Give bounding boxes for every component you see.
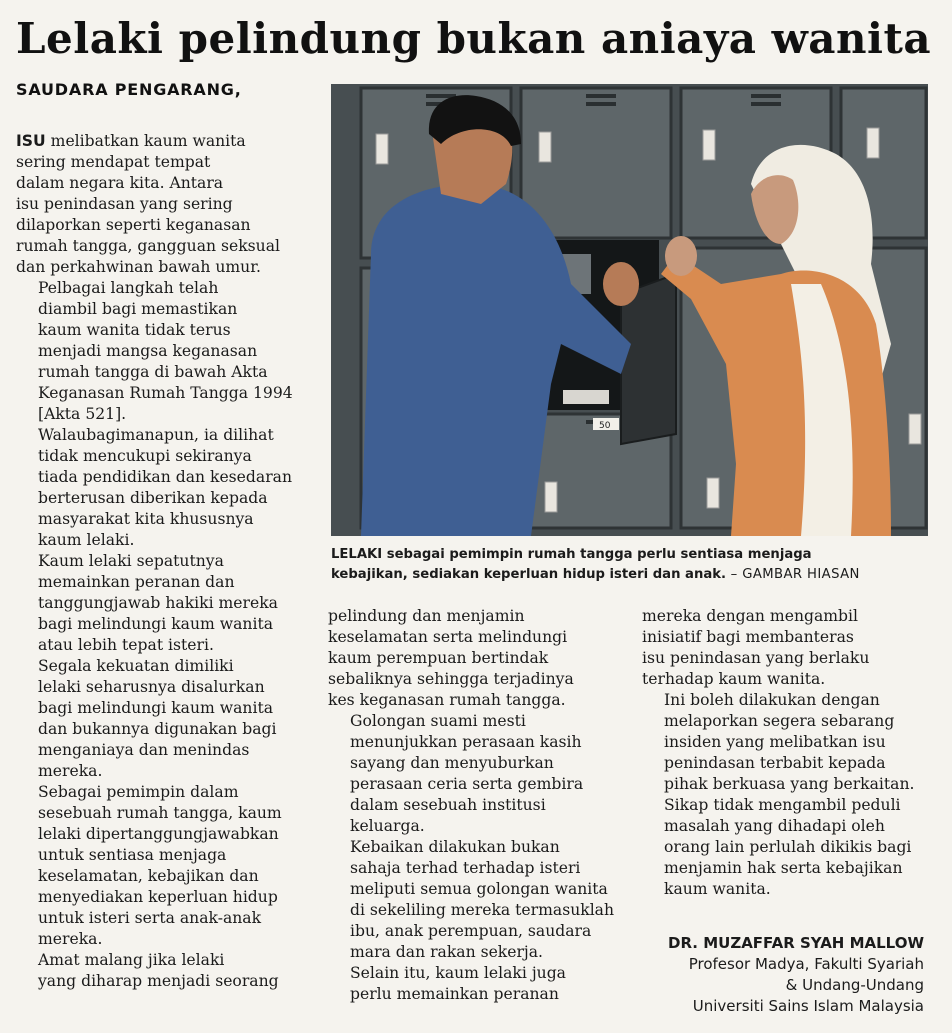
text-line: Golongan suami mesti bbox=[350, 712, 526, 730]
text-line: bagi melindungi kaum wanita bbox=[38, 615, 274, 633]
text-line: kaum wanita tidak terus bbox=[38, 321, 231, 339]
article-paragraph bbox=[642, 606, 942, 690]
text-line: kaum perempuan bertindak bbox=[328, 649, 549, 667]
text-line-rest: melibatkan kaum wanita bbox=[45, 132, 246, 150]
text-line: Keganasan Rumah Tangga 1994 bbox=[38, 384, 293, 402]
text-line: dalam negara kita. Antara bbox=[16, 174, 224, 192]
text-line: mereka. bbox=[38, 930, 103, 948]
headline: Lelaki pelindung bukan aniaya wanita bbox=[16, 14, 932, 63]
photo-caption bbox=[331, 545, 931, 585]
text-line: bagi melindungi kaum wanita bbox=[38, 699, 274, 717]
text-line: pelindung dan menjamin bbox=[328, 607, 525, 625]
text-line: Kaum lelaki sepatutnya bbox=[38, 552, 224, 570]
text-line bbox=[16, 131, 316, 152]
text-line: menjadi mangsa keganasan bbox=[38, 342, 258, 360]
article-paragraph bbox=[16, 782, 316, 950]
text-line: tiada pendidikan dan kesedaran bbox=[38, 468, 292, 486]
article-paragraph bbox=[16, 425, 316, 551]
text-line: untuk isteri serta anak-anak bbox=[38, 909, 262, 927]
text-line: ibu, anak perempuan, saudara bbox=[350, 922, 592, 940]
text-line: di sekeliling mereka termasuklah bbox=[350, 901, 615, 919]
article-column-3 bbox=[642, 606, 942, 900]
article-paragraph bbox=[328, 606, 633, 711]
text-line: rumah tangga di bawah Akta bbox=[38, 363, 268, 381]
text-line: menyediakan keperluan hidup bbox=[38, 888, 278, 906]
article-paragraph bbox=[328, 963, 633, 1005]
text-line: menganiaya dan menindas bbox=[38, 741, 250, 759]
text-line: Pelbagai langkah telah bbox=[38, 279, 219, 297]
text-line: sebaliknya sehingga terjadinya bbox=[328, 670, 574, 688]
text-line: menunjukkan perasaan kasih bbox=[350, 733, 582, 751]
caption-line-1: LELAKI sebagai pemimpin rumah tangga perlu sentiasa menjaga bbox=[331, 547, 812, 562]
article-photo bbox=[331, 84, 928, 536]
text-line: Sikap tidak mengambil peduli bbox=[664, 796, 901, 814]
text-line: diambil bagi memastikan bbox=[38, 300, 238, 318]
text-line: Sebagai pemimpin dalam bbox=[38, 783, 239, 801]
article-paragraph bbox=[16, 131, 316, 278]
text-line: Kebaikan dilakukan bukan bbox=[350, 838, 560, 856]
article-paragraph bbox=[16, 950, 316, 992]
text-line: keselamatan serta melindungi bbox=[328, 628, 568, 646]
text-line: masalah yang dihadapi oleh bbox=[664, 817, 885, 835]
text-line: Walaubagimanapun, ia dilihat bbox=[38, 426, 274, 444]
article-paragraph bbox=[16, 278, 316, 425]
text-line: keselamatan, kebajikan dan bbox=[38, 867, 259, 885]
text-line: insiden yang melibatkan isu bbox=[664, 733, 886, 751]
text-line: atau lebih tepat isteri. bbox=[38, 636, 214, 654]
text-line: menjamin hak serta kebajikan bbox=[664, 859, 903, 877]
text-line: meliputi semua golongan wanita bbox=[350, 880, 608, 898]
text-line: mereka. bbox=[38, 762, 103, 780]
article-column-1 bbox=[16, 131, 316, 992]
author-role-line: Profesor Madya, Fakulti Syariah bbox=[688, 955, 924, 973]
text-line: untuk sentiasa menjaga bbox=[38, 846, 227, 864]
article-paragraph bbox=[642, 690, 942, 795]
text-line: dan bukannya digunakan bagi bbox=[38, 720, 277, 738]
text-line: rumah tangga, gangguan seksual bbox=[16, 237, 280, 255]
locker-scene-image bbox=[331, 84, 928, 536]
text-line: isu penindasan yang berlaku bbox=[642, 649, 870, 667]
text-line: Selain itu, kaum lelaki juga bbox=[350, 964, 566, 982]
text-line: [Akta 521]. bbox=[38, 405, 127, 423]
text-line: mara dan rakan sekerja. bbox=[350, 943, 544, 961]
text-line: terhadap kaum wanita. bbox=[642, 670, 826, 688]
text-line: dalam sesebuah institusi bbox=[350, 796, 546, 814]
caption-line-2: kebajikan, sediakan keperluan hidup isteri dan anak. bbox=[331, 567, 727, 582]
text-line: dilaporkan seperti keganasan bbox=[16, 216, 251, 234]
article-paragraph bbox=[16, 656, 316, 782]
text-line: melaporkan segera sebarang bbox=[664, 712, 895, 730]
text-line: lelaki dipertanggungjawabkan bbox=[38, 825, 279, 843]
text-line: inisiatif bagi membanteras bbox=[642, 628, 854, 646]
article-paragraph bbox=[16, 551, 316, 656]
author-role-line: Universiti Sains Islam Malaysia bbox=[692, 997, 924, 1015]
text-line: penindasan terbabit kepada bbox=[664, 754, 886, 772]
text-line: kes keganasan rumah tangga. bbox=[328, 691, 566, 709]
text-line: keluarga. bbox=[350, 817, 425, 835]
text-line: mereka dengan mengambil bbox=[642, 607, 859, 625]
caption-credit: – GAMBAR HIASAN bbox=[726, 567, 860, 582]
text-line: Amat malang jika lelaki bbox=[38, 951, 225, 969]
text-line: sahaja terhad terhadap isteri bbox=[350, 859, 581, 877]
article-paragraph bbox=[328, 837, 633, 963]
text-line: yang diharap menjadi seorang bbox=[38, 972, 279, 990]
text-line: kaum lelaki. bbox=[38, 531, 135, 549]
article-column-2 bbox=[328, 606, 633, 1005]
author-role-line: & Undang-Undang bbox=[785, 976, 924, 994]
text-line: Segala kekuatan dimiliki bbox=[38, 657, 234, 675]
text-line: Ini boleh dilakukan dengan bbox=[664, 691, 880, 709]
locker-number: 50 bbox=[599, 421, 611, 431]
text-line: perasaan ceria serta gembira bbox=[350, 775, 584, 793]
text-line: berterusan diberikan kepada bbox=[38, 489, 268, 507]
text-line: memainkan peranan dan bbox=[38, 573, 235, 591]
text-line: kaum wanita. bbox=[664, 880, 771, 898]
salutation: SAUDARA PENGARANG, bbox=[16, 80, 242, 99]
text-line: lelaki seharusnya disalurkan bbox=[38, 678, 265, 696]
author-block bbox=[620, 932, 924, 1017]
text-line: sering mendapat tempat bbox=[16, 153, 211, 171]
text-line: dan perkahwinan bawah umur. bbox=[16, 258, 261, 276]
text-line: orang lain perlulah dikikis bagi bbox=[664, 838, 912, 856]
lead-word: ISU bbox=[16, 132, 46, 150]
text-line: perlu memainkan peranan bbox=[350, 985, 559, 1003]
text-line: tidak mencukupi sekiranya bbox=[38, 447, 252, 465]
text-line: tanggungjawab hakiki mereka bbox=[38, 594, 278, 612]
text-line: sayang dan menyuburkan bbox=[350, 754, 554, 772]
author-name: DR. MUZAFFAR SYAH MALLOW bbox=[668, 934, 924, 952]
text-line: masyarakat kita khususnya bbox=[38, 510, 254, 528]
text-line: isu penindasan yang sering bbox=[16, 195, 233, 213]
text-line: pihak berkuasa yang berkaitan. bbox=[664, 775, 915, 793]
article-paragraph bbox=[328, 711, 633, 837]
article-paragraph bbox=[642, 795, 942, 900]
text-line: sesebuah rumah tangga, kaum bbox=[38, 804, 282, 822]
